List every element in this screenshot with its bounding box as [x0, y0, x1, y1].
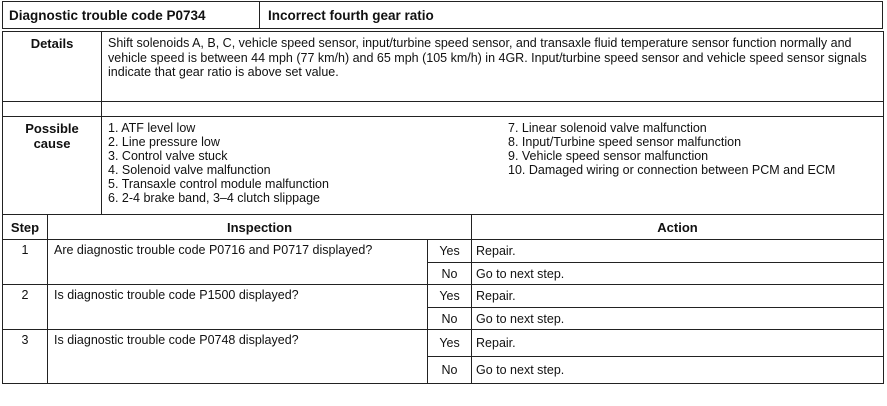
no-label: No — [428, 308, 472, 330]
yes-label: Yes — [428, 240, 472, 263]
cause-item: 2. Line pressure low — [108, 135, 220, 149]
cause-item: 8. Input/Turbine speed sensor malfunction — [508, 135, 742, 149]
cause-item: 4. Solenoid valve malfunction — [108, 163, 271, 177]
possible-cause-label — [3, 117, 102, 215]
cause-column-right — [508, 121, 877, 205]
cause-item: 10. Damaged wiring or connection between PCM and ECM — [508, 163, 836, 177]
table-row — [3, 330, 884, 357]
no-label: No — [428, 357, 472, 384]
possible-cause-row — [3, 117, 884, 215]
cause-column-left — [108, 121, 508, 205]
cause-item: 1. ATF level low — [108, 121, 196, 135]
trouble-code-description: Incorrect fourth gear ratio — [268, 7, 434, 23]
title-row — [2, 1, 883, 29]
no-action: Go to next step. — [472, 357, 884, 384]
details-row — [3, 32, 884, 102]
yes-label: Yes — [428, 330, 472, 357]
no-action: Go to next step. — [472, 308, 884, 330]
yes-action: Repair. — [472, 240, 884, 263]
trouble-code-title: Diagnostic trouble code P0734 — [3, 2, 260, 28]
inspection-header: Inspection — [48, 215, 472, 240]
table-row — [3, 240, 884, 263]
yes-action: Repair. — [472, 285, 884, 308]
cause-item: 3. Control valve stuck — [108, 149, 228, 163]
step-number: 3 — [3, 330, 48, 384]
no-label: No — [428, 263, 472, 285]
cause-item: 5. Transaxle control module malfunction — [108, 177, 329, 191]
inspection-text: Are diagnostic trouble code P0716 and P0717 displayed? — [48, 240, 428, 285]
spacer-left — [3, 102, 102, 117]
details-label: Details — [3, 32, 102, 102]
yes-action: Repair. — [472, 330, 884, 357]
action-header: Action — [472, 215, 884, 240]
table-row — [3, 285, 884, 308]
possible-cause-label-text: Possible cause — [25, 121, 79, 151]
inspection-text: Is diagnostic trouble code P1500 displayed? — [48, 285, 428, 330]
step-number: 2 — [3, 285, 48, 330]
cause-item: 7. Linear solenoid valve malfunction — [508, 121, 707, 135]
details-text: Shift solenoids A, B, C, vehicle speed sensor, input/turbine speed sensor, and transaxle fluid temperature sensor function normally and vehicle speed is between 44 mph (77 km/h) and 65 mph (105 km/h) in 4GR. Input/turbine speed sensor and vehicle speed sensor signals indicate that gear ratio is above set value. — [102, 32, 884, 102]
spacer-row — [3, 102, 884, 117]
spacer-right — [102, 102, 884, 117]
cause-item: 6. 2-4 brake band, 3–4 clutch slippage — [108, 191, 320, 205]
yes-label: Yes — [428, 285, 472, 308]
diagnostic-table — [2, 31, 884, 384]
no-action: Go to next step. — [472, 263, 884, 285]
cause-item: 9. Vehicle speed sensor malfunction — [508, 149, 709, 163]
inspection-text: Is diagnostic trouble code P0748 displayed? — [48, 330, 428, 384]
possible-cause-list — [102, 117, 884, 215]
step-number: 1 — [3, 240, 48, 285]
step-header: Step — [3, 215, 48, 240]
column-header-row — [3, 215, 884, 240]
